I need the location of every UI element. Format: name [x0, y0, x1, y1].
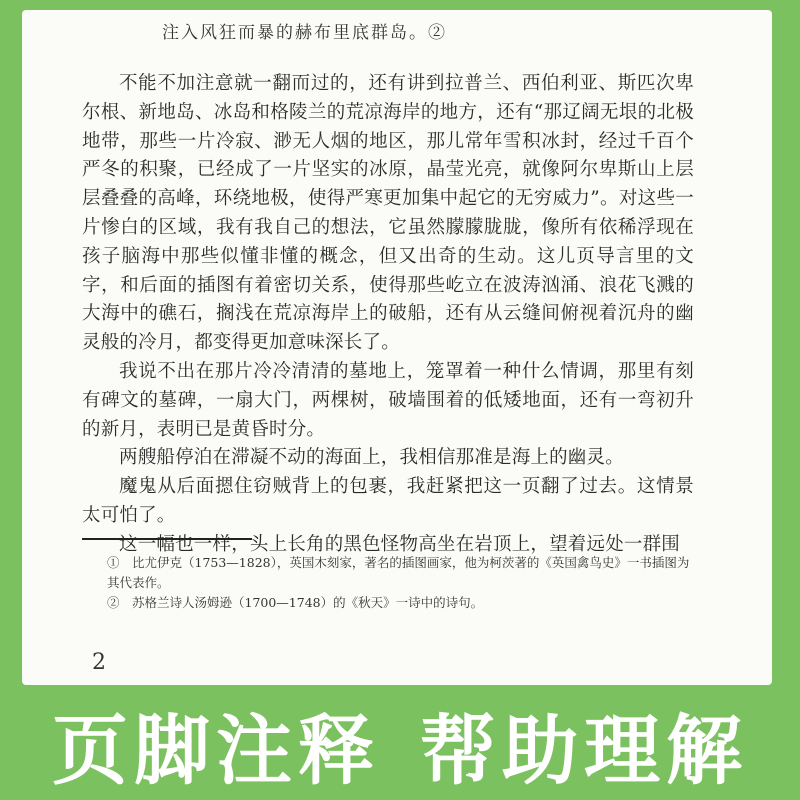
- footnotes: [107, 553, 697, 613]
- paragraph: 不能不加注意就一翻而过的，还有讲到拉普兰、西伯利亚、斯匹次卑尔根、新地岛、冰岛和格陵兰的荒凉海岸的地方，还有“那辽阔无垠的北极地带，那些一片冷寂、渺无人烟的地区，那儿常年雪积冰封，经过千百个严冬的积聚，已经成了一片坚实的冰原，晶莹光亮，就像阿尔卑斯山上层层叠叠的高峰，环绕地极，使得严寒更加集中起它的无穷威力”。对这些一片惨白的区域，我有我自己的想法，它虽然朦朦胧胧，像所有依稀浮现在孩子脑海中那些似懂非懂的概念，但又出奇的生动。这儿页导言里的文字，和后面的插图有着密切关系，使得那些屹立在波涛汹涌、浪花飞溅的大海中的礁石，搁浅在荒凉海岸上的破船，还有从云缝间俯视着沉舟的幽灵般的冷月，都变得更加意味深长了。: [82, 73, 694, 354]
- paragraph: 这一幅也一样，头上长角的黑色怪物高坐在岩顶上，望着远处一群围: [119, 533, 681, 555]
- banner-caption: [52, 690, 748, 799]
- banner-caption-right: 帮助理解: [420, 705, 748, 795]
- paragraph: 两艘船停泊在滞凝不动的海面上，我相信那准是海上的幽灵。: [119, 447, 624, 469]
- body-text: [82, 70, 694, 560]
- running-head: 注入风狂而暴的赫布里底群岛。②: [162, 23, 447, 43]
- footnote-2: ② 苏格兰诗人汤姆逊（1700—1748）的《秋天》一诗中的诗句。: [107, 595, 484, 610]
- promo-banner: [0, 688, 800, 800]
- page-number: 2: [92, 650, 106, 675]
- footnote-1: ① 比尤伊克（1753—1828），英国木刻家，著名的插图画家，他为柯茨著的《英国禽鸟史》一书插图为其代表作。: [107, 555, 690, 590]
- paragraph: 魔鬼从后面摁住窃贼背上的包裹，我赶紧把这一页翻了过去。这情景太可怕了。: [82, 476, 694, 526]
- footnote-divider: [82, 538, 252, 540]
- banner-caption-left: 页脚注释: [52, 705, 380, 795]
- paragraph: 我说不出在那片冷冷清清的墓地上，笼罩着一种什么情调，那里有刻有碑文的墓碑，一扇大门，两棵树，破墙围着的低矮地面，还有一弯初升的新月，表明已是黄昏时分。: [82, 360, 694, 440]
- book-page: [22, 10, 772, 685]
